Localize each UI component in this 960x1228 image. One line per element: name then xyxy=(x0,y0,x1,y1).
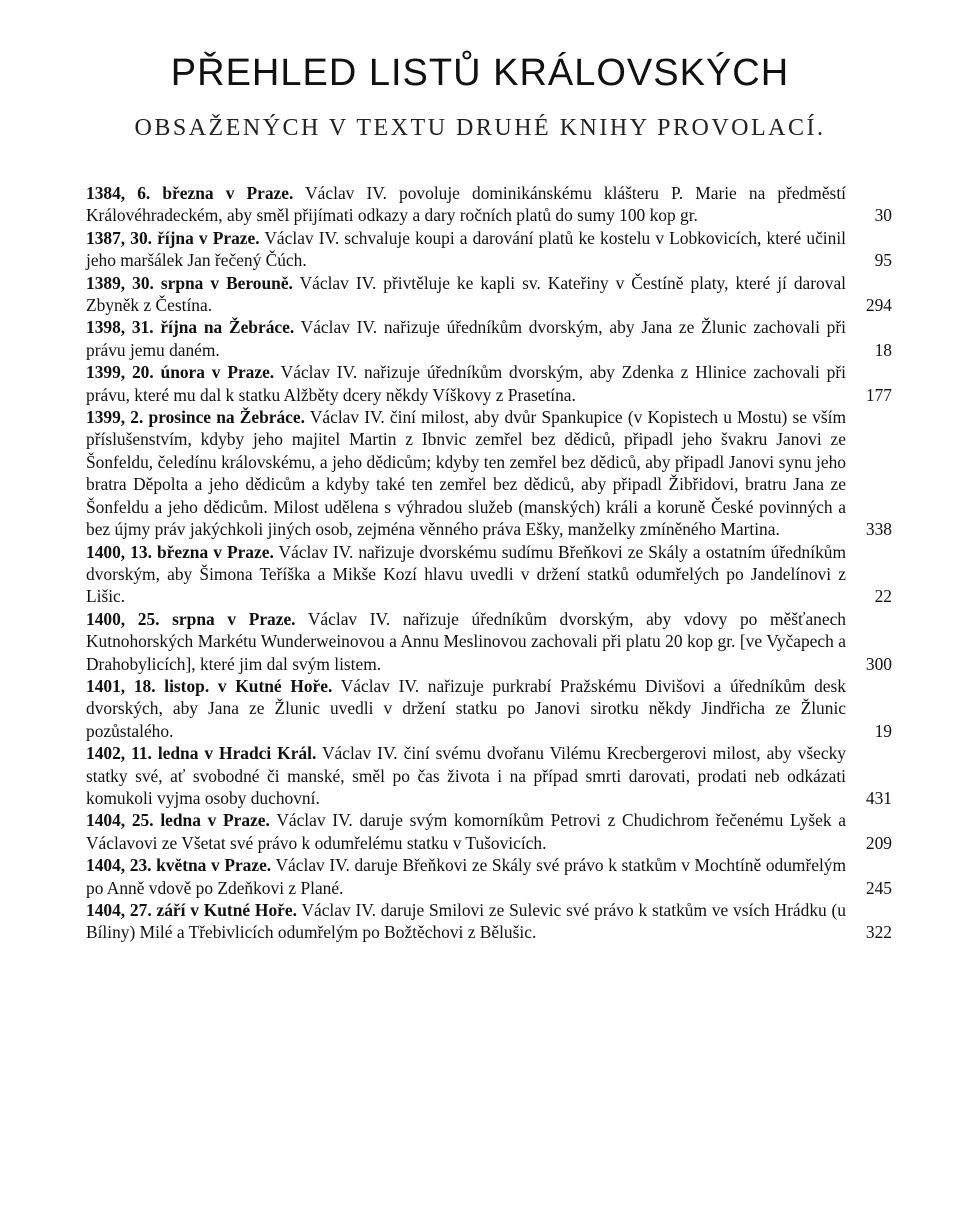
entry-date: 1402, 11. ledna v Hradci Král. xyxy=(86,743,317,764)
page-number: 431 xyxy=(865,787,892,808)
entry-text: Václav IV. nařizuje úředníkům dvorským, aby Jana ze Žlunic zachovali při právu jemu daném. xyxy=(86,317,846,360)
entry-text: Václav IV. daruje svým komorníkům Petrovi z Chudichrom řečenému Lyšek a Václavovi ze Všetat své právo k odumřelému statku v Tušovicích. xyxy=(86,810,846,853)
page-number: 18 xyxy=(874,339,892,360)
page-number: 30 xyxy=(874,205,892,226)
entry-date: 1404, 25. ledna v Praze. xyxy=(86,810,270,831)
list-item xyxy=(86,608,892,675)
page-number: 177 xyxy=(865,384,892,405)
entry-text: Václav IV. schvaluje koupi a darování platů ke kostelu v Lobkovicích, které učinil jeho maršálek Jan řečený Čúch. xyxy=(86,227,846,271)
page-number: 322 xyxy=(865,922,892,943)
page-number: 95 xyxy=(874,250,892,271)
page-number: 300 xyxy=(865,653,892,674)
entry-text: Václav IV. nařizuje dvorskému sudímu Břeňkovi ze Skály a ostatním úředníkům dvorským, aby Šimona Teříška a Mikše Kozí hlavu uvedli v držení statků odumřelých po Jandelínovi z Lišic. xyxy=(86,541,846,607)
list-item xyxy=(86,182,892,227)
list-item xyxy=(86,541,892,608)
entry-date: 1387, 30. října v Praze. xyxy=(86,227,260,248)
entry-date: 1404, 27. září v Kutné Hoře. xyxy=(86,900,297,920)
entry-text: Václav IV. povoluje dominikánskému klášteru P. Marie na předměstí Královéhradeckém, aby směl přijímati odkazy a dary ročních platů do sumy 100 kop gr. xyxy=(86,183,846,226)
entry-date: 1401, 18. listop. v Kutné Hoře. xyxy=(86,675,333,696)
list-item xyxy=(86,742,892,809)
entry-text: Václav IV. přivtěluje ke kapli sv. Kateřiny v Čestíně platy, které jí daroval Zbyněk z Čestína. xyxy=(86,272,846,316)
entry-date: 1404, 23. května v Praze. xyxy=(86,855,272,876)
list-item xyxy=(86,675,892,742)
page-subtitle: OBSAŽENÝCH V TEXTU DRUHÉ KNIHY PROVOLACÍ. xyxy=(134,115,826,141)
entry-text: Václav IV. daruje Smilovi ze Sulevic své právo k statkům ve vsích Hrádku (u Bíliny) Milé a Třebivlicích odumřelým po Božtěchovi z Bělušic. xyxy=(86,900,846,943)
list-item xyxy=(86,899,892,944)
entry-text: Václav IV. nařizuje purkrabí Pražskému Divišovi a úředníkům desk dvorských, aby Jana ze Žlunic uvedli v držení statku po Janovi sirotku někdy Jindřicha ze Žlunic pozůstalého. xyxy=(86,675,846,741)
list-item xyxy=(86,809,892,854)
page-number: 22 xyxy=(874,586,892,607)
entry-date: 1400, 13. března v Praze. xyxy=(86,541,274,562)
entry-date: 1384, 6. března v Praze. xyxy=(86,183,294,203)
page-title: PŘEHLED LISTŮ KRÁLOVSKÝCH xyxy=(170,52,790,94)
entry-text: Václav IV. nařizuje úředníkům dvorským, aby Zdenka z Hlinice zachovali při právu, které mu dal k statku Alžběty dcery někdy Víškovy z Prasetína. xyxy=(86,362,846,405)
list-item xyxy=(86,272,892,317)
entry-date: 1389, 30. srpna v Berouně. xyxy=(86,272,293,293)
page-number: 294 xyxy=(865,295,892,316)
page-number: 338 xyxy=(865,519,892,540)
entry-date: 1399, 2. prosince na Žebráce. xyxy=(86,407,305,428)
page-number: 245 xyxy=(865,877,892,898)
page-number: 209 xyxy=(865,832,892,853)
entry-text: Václav IV. činí milost, aby dvůr Spankupice (v Kopistech u Mostu) se vším příslušenstvím, kdyby jeho majitel Martin z Ibnvic zemřel bez dědiců, připadl jeho švakru Janovi ze Šonfeldu, čeledínu královskému, a jeho dědicům; kdyby ten zemřel bez dědiců, aby připadl Janovi synu jeho bratra Děpolta a jeho dědicům a kdyby také ten zemřel bez dědiců, aby připadl Žibřidovi, bratru Jana ze Šonfeldu a jeho dědicům. Milost udělena s výhradou služeb (manských) králi a koruně České povinných a bez újmy práv jakýchkoli jiných osob, zejména věnného práva Ešky, manželky zmíněného Martina. xyxy=(86,407,846,540)
list-item xyxy=(86,316,892,361)
entry-date: 1398, 31. října na Žebráce. xyxy=(86,317,295,338)
entry-date: 1400, 25. srpna v Praze. xyxy=(86,608,296,629)
list-item xyxy=(86,854,892,899)
list-item xyxy=(86,227,892,272)
list-item xyxy=(86,361,892,406)
page-number: 19 xyxy=(874,720,892,741)
list-item xyxy=(86,406,892,540)
entry-text: Václav IV. daruje Břeňkovi ze Skály své právo k statkům v Mochtíně odumřelým po Anně vdově po Zdeňkovi z Plané. xyxy=(86,855,847,898)
entry-text: Václav IV. činí svému dvořanu Vilému Krecbergerovi milost, aby všecky statky své, ať svobodné či manské, směl po čas života i na případ smrti darovati, prodati neb odkázati komukoli vyjma osoby duchovní. xyxy=(86,743,846,808)
entry-text: Václav IV. nařizuje úředníkům dvorským, aby vdovy po měšťanech Kutnohorských Markétu Wunderweinovou a Annu Meslinovou zachovali při platu 20 kop gr. [ve Vyčapech a Drahobylicích], které jim dal svým listem. xyxy=(86,608,846,674)
entry-list xyxy=(86,182,892,944)
entry-date: 1399, 20. února v Praze. xyxy=(86,362,275,383)
